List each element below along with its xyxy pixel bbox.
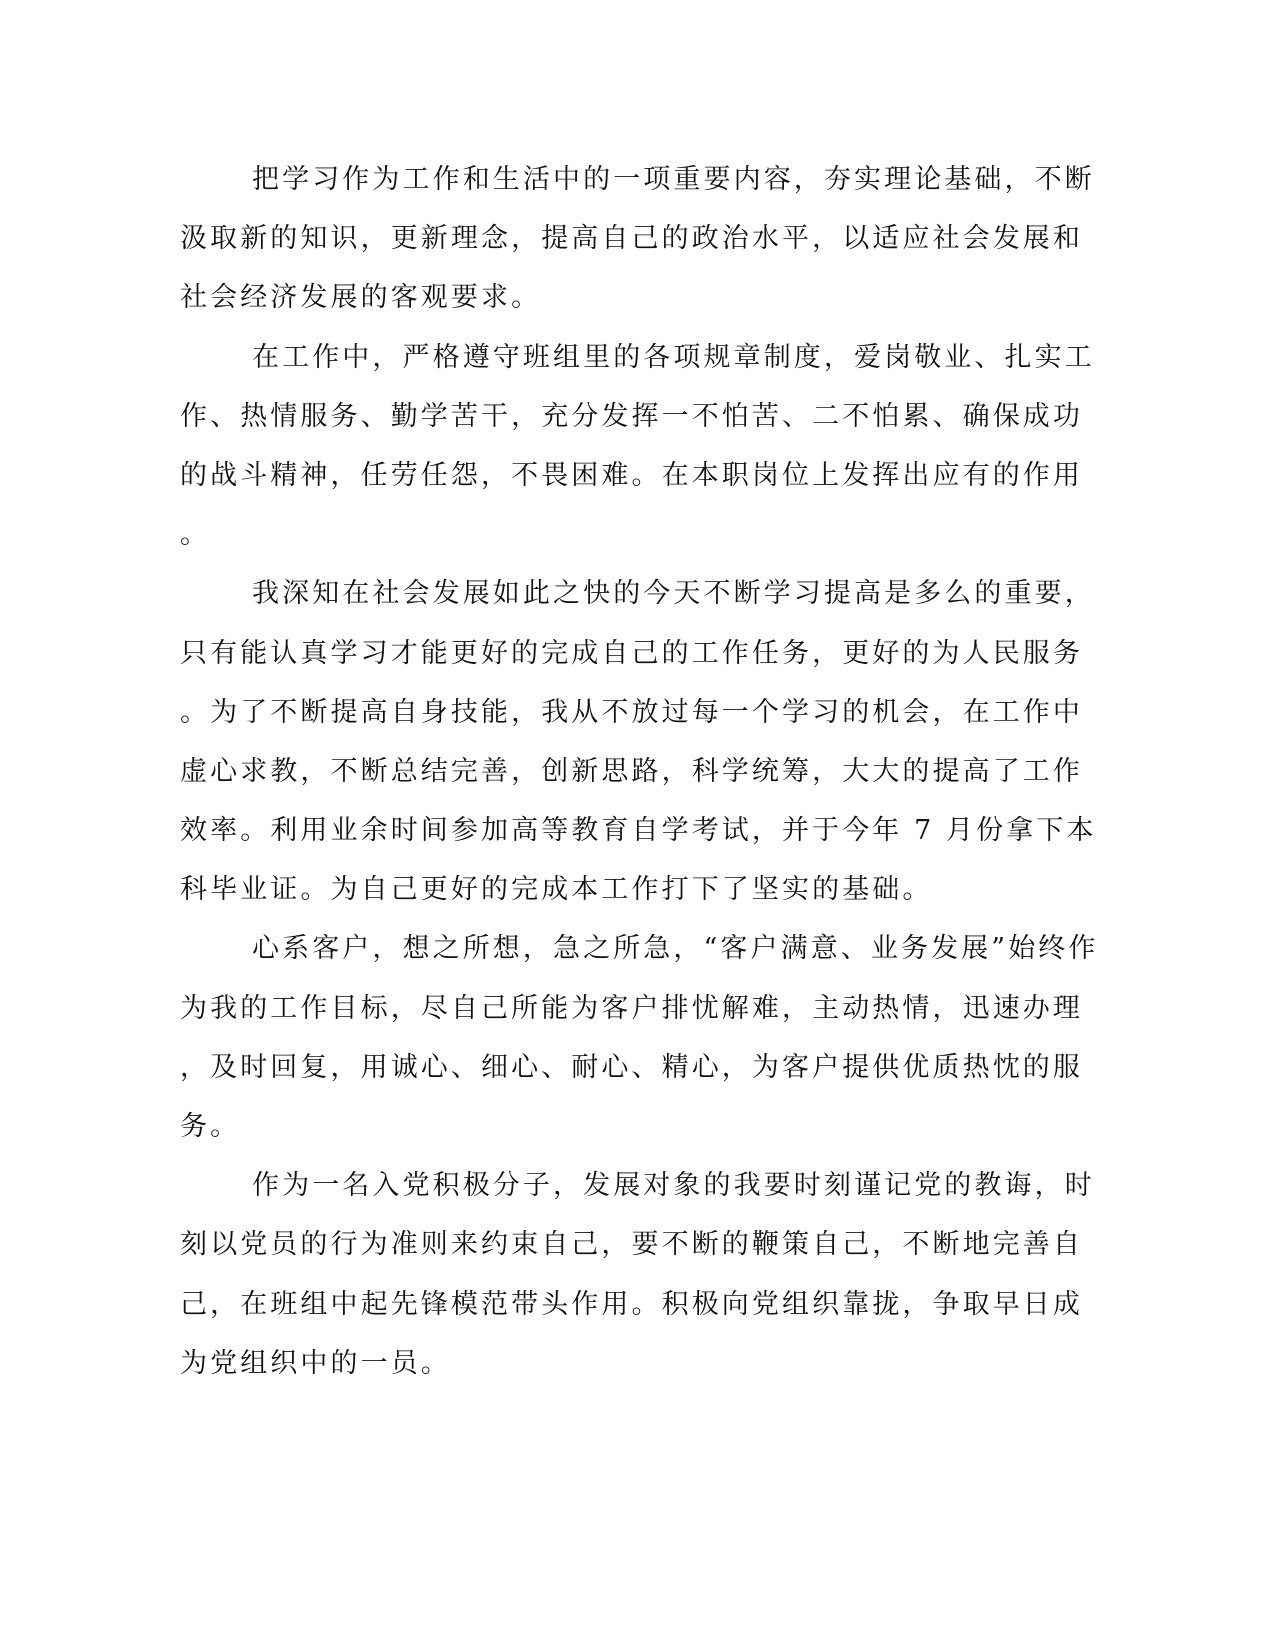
text-line: 为党组织中的一员。 bbox=[180, 1347, 451, 1379]
paragraph-work-discipline bbox=[180, 328, 1095, 565]
paragraph-customer-service bbox=[180, 919, 1099, 1156]
text-line: 务。 bbox=[180, 1111, 241, 1142]
document-body bbox=[180, 150, 1099, 1393]
text-line: 作为一名入党积极分子，发展对象的我要时刻谨记党的教诲，时 bbox=[252, 1170, 1095, 1202]
text-line: 只有能认真学习才能更好的完成自己的工作任务，更好的为人民服务 bbox=[180, 637, 1083, 669]
text-line: 。 bbox=[180, 519, 211, 551]
text-line: 虚心求教，不断总结完善，创新思路，科学统筹，大大的提高了工作 bbox=[180, 755, 1083, 787]
text-line: 社会经济发展的客观要求。 bbox=[180, 282, 542, 314]
text-line: 科毕业证。为自己更好的完成本工作打下了坚实的基础。 bbox=[180, 874, 933, 906]
text-line: 。为了不断提高自身技能，我从不放过每一个学习的机会，在工作中 bbox=[180, 696, 1083, 728]
text-line: 我深知在社会发展如此之快的今天不断学习提高是多么的重要， bbox=[252, 578, 1095, 610]
text-line: ，及时回复，用诚心、细心、耐心、精心，为客户提供优质热忱的服 bbox=[180, 1051, 1083, 1083]
text-line: 在工作中，严格遵守班组里的各项规章制度，爱岗敬业、扎实工 bbox=[252, 341, 1095, 373]
paragraph-party-activist bbox=[180, 1156, 1095, 1393]
text-line: 作、热情服务、勤学苦干，充分发挥一不怕苦、二不怕累、确保成功 bbox=[180, 400, 1083, 432]
paragraph-study bbox=[180, 150, 1095, 328]
text-line: 刻以党员的行为准则来约束自己，要不断的鞭策自己，不断地完善自 bbox=[180, 1229, 1083, 1261]
text-line: 把学习作为工作和生活中的一项重要内容，夯实理论基础，不断 bbox=[252, 164, 1095, 195]
text-line: 的战斗精神，任劳任怨，不畏困难。在本职岗位上发挥出应有的作用 bbox=[180, 459, 1083, 491]
paragraph-self-improvement bbox=[180, 564, 1097, 919]
text-line: 汲取新的知识，更新理念，提高自己的政治水平，以适应社会发展和 bbox=[180, 223, 1083, 255]
text-line: 效率。利用业余时间参加高等教育自学考试，并于今年 7 月份拿下本 bbox=[180, 815, 1097, 847]
text-line: 心系客户，想之所想，急之所急，“客户满意、业务发展”始终作 bbox=[252, 933, 1099, 965]
text-line: 为我的工作目标，尽自己所能为客户排忧解难，主动热情，迅速办理 bbox=[180, 992, 1083, 1024]
text-line: 己，在班组中起先锋模范带头作用。积极向党组织靠拢，争取早日成 bbox=[180, 1288, 1083, 1320]
